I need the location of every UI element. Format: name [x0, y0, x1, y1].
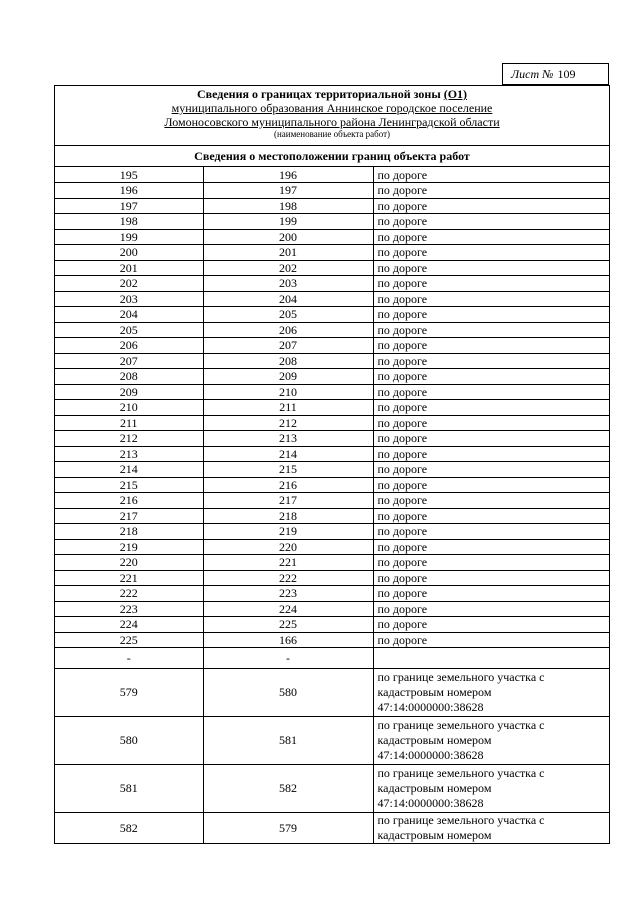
boundary-description: по дороге	[373, 477, 609, 493]
table-row	[55, 765, 609, 813]
table-row	[55, 322, 609, 338]
boundary-description: по дороге	[373, 369, 609, 385]
table-row	[55, 384, 609, 400]
boundary-description: по дороге	[373, 570, 609, 586]
point-to: 215	[203, 462, 373, 478]
point-from: 582	[55, 813, 203, 844]
table-row	[55, 555, 609, 571]
point-to: 222	[203, 570, 373, 586]
point-from: 214	[55, 462, 203, 478]
point-from: 211	[55, 415, 203, 431]
point-to: 198	[203, 198, 373, 214]
boundary-description: по дороге	[373, 524, 609, 540]
boundary-description: по дороге	[373, 276, 609, 292]
point-to: 224	[203, 601, 373, 617]
point-to: 205	[203, 307, 373, 323]
point-to: 208	[203, 353, 373, 369]
point-to: 212	[203, 415, 373, 431]
boundary-description: по дороге	[373, 446, 609, 462]
point-from: 198	[55, 214, 203, 230]
table-row	[55, 669, 609, 717]
point-from: 225	[55, 632, 203, 648]
boundary-description: по дороге	[373, 617, 609, 633]
description-line: по границе земельного участка с	[377, 718, 545, 732]
table-row	[55, 813, 609, 844]
description-line: по границе земельного участка с	[377, 813, 545, 827]
description-line: кадастровым номером	[377, 781, 492, 795]
boundary-description: по дороге	[373, 462, 609, 478]
point-from: 204	[55, 307, 203, 323]
document-header	[55, 86, 609, 146]
point-from: 218	[55, 524, 203, 540]
point-to: 209	[203, 369, 373, 385]
description-line: кадастровым номером	[377, 733, 492, 747]
point-from: 199	[55, 229, 203, 245]
point-from: 196	[55, 183, 203, 199]
object-caption: (наименование объекта работ)	[273, 129, 391, 139]
document-frame	[54, 85, 610, 844]
point-to: 223	[203, 586, 373, 602]
point-to: 581	[203, 717, 373, 765]
point-from: 581	[55, 765, 203, 813]
boundary-description: по дороге	[373, 493, 609, 509]
table-row	[55, 198, 609, 214]
boundary-description: по дороге	[373, 291, 609, 307]
table-row	[55, 353, 609, 369]
point-to: 219	[203, 524, 373, 540]
table-row	[55, 167, 609, 183]
point-from: 207	[55, 353, 203, 369]
table-row-gap	[55, 648, 609, 669]
boundary-description: по дороге	[373, 260, 609, 276]
point-to: 221	[203, 555, 373, 571]
table-row	[55, 276, 609, 292]
description-line: 47:14:0000000:38628	[377, 748, 484, 762]
document-title	[55, 87, 609, 101]
title-zone: (О1)	[443, 87, 468, 101]
district-line: Ломоносовского муниципального района Ленинградской области	[164, 115, 500, 129]
point-from: -	[55, 648, 203, 669]
boundary-description: по дороге	[373, 601, 609, 617]
point-to: 579	[203, 813, 373, 844]
point-to: 210	[203, 384, 373, 400]
table-row	[55, 400, 609, 416]
boundary-description: по дороге	[373, 322, 609, 338]
description-line: кадастровым номером	[377, 828, 492, 842]
boundary-description: по дороге	[373, 353, 609, 369]
boundary-description: по дороге	[373, 586, 609, 602]
point-from: 579	[55, 669, 203, 717]
table-row	[55, 601, 609, 617]
point-from: 203	[55, 291, 203, 307]
boundary-description: по дороге	[373, 307, 609, 323]
point-to: 213	[203, 431, 373, 447]
table-row	[55, 508, 609, 524]
boundary-description: по дороге	[373, 555, 609, 571]
boundary-description: по дороге	[373, 539, 609, 555]
point-from: 200	[55, 245, 203, 261]
point-to: 166	[203, 632, 373, 648]
table-row	[55, 369, 609, 385]
table-row	[55, 446, 609, 462]
sheet-number: 109	[557, 67, 576, 81]
point-from: 222	[55, 586, 203, 602]
point-to: 201	[203, 245, 373, 261]
point-to: 582	[203, 765, 373, 813]
table-row	[55, 717, 609, 765]
point-from: 219	[55, 539, 203, 555]
description-line: по границе земельного участка с	[377, 766, 545, 780]
point-from: 208	[55, 369, 203, 385]
boundary-table-body	[55, 167, 609, 843]
point-from: 224	[55, 617, 203, 633]
point-from: 210	[55, 400, 203, 416]
boundary-description	[373, 669, 609, 717]
table-row	[55, 338, 609, 354]
point-to: 217	[203, 493, 373, 509]
table-row	[55, 477, 609, 493]
point-from: 209	[55, 384, 203, 400]
point-to: 225	[203, 617, 373, 633]
boundary-description	[373, 765, 609, 813]
point-from: 215	[55, 477, 203, 493]
point-to: 211	[203, 400, 373, 416]
boundary-description: по дороге	[373, 167, 609, 183]
table-row	[55, 260, 609, 276]
description-line: по границе земельного участка с	[377, 670, 545, 684]
point-from: 195	[55, 167, 203, 183]
point-from: 201	[55, 260, 203, 276]
point-to: 196	[203, 167, 373, 183]
boundary-description: по дороге	[373, 431, 609, 447]
description-line: кадастровым номером	[377, 685, 492, 699]
table-row	[55, 183, 609, 199]
table-row	[55, 493, 609, 509]
point-to: 580	[203, 669, 373, 717]
point-from: 205	[55, 322, 203, 338]
table-row	[55, 462, 609, 478]
point-from: 197	[55, 198, 203, 214]
table-row	[55, 632, 609, 648]
boundary-description	[373, 717, 609, 765]
table-row	[55, 617, 609, 633]
boundary-description: по дороге	[373, 245, 609, 261]
point-from: 202	[55, 276, 203, 292]
table-row	[55, 524, 609, 540]
point-to: 206	[203, 322, 373, 338]
table-row	[55, 431, 609, 447]
section-subtitle: Сведения о местоположении границ объекта работ	[55, 146, 609, 167]
point-from: 216	[55, 493, 203, 509]
table-row	[55, 291, 609, 307]
table-row	[55, 415, 609, 431]
point-from: 223	[55, 601, 203, 617]
table-row	[55, 307, 609, 323]
boundary-description: по дороге	[373, 400, 609, 416]
boundary-table	[55, 167, 609, 843]
boundary-description: по дороге	[373, 508, 609, 524]
point-from: 580	[55, 717, 203, 765]
table-row	[55, 214, 609, 230]
boundary-description: по дороге	[373, 214, 609, 230]
boundary-description: по дороге	[373, 415, 609, 431]
point-from: 217	[55, 508, 203, 524]
point-from: 213	[55, 446, 203, 462]
point-to: 220	[203, 539, 373, 555]
title-prefix: Сведения о границах территориальной зоны	[196, 87, 444, 101]
boundary-description: по дороге	[373, 632, 609, 648]
boundary-description	[373, 813, 609, 844]
boundary-description: по дороге	[373, 229, 609, 245]
point-to: 203	[203, 276, 373, 292]
point-to: 218	[203, 508, 373, 524]
point-to: 207	[203, 338, 373, 354]
point-from: 206	[55, 338, 203, 354]
point-to: 202	[203, 260, 373, 276]
point-to: 199	[203, 214, 373, 230]
boundary-description: по дороге	[373, 183, 609, 199]
boundary-description: по дороге	[373, 198, 609, 214]
point-to: 204	[203, 291, 373, 307]
boundary-description: по дороге	[373, 384, 609, 400]
point-from: 220	[55, 555, 203, 571]
municipality-line: муниципального образования Аннинское городское поселение	[171, 101, 493, 115]
table-row	[55, 245, 609, 261]
table-row	[55, 539, 609, 555]
sheet-label: Лист №	[511, 67, 554, 81]
table-row	[55, 229, 609, 245]
point-to: 197	[203, 183, 373, 199]
point-to: 200	[203, 229, 373, 245]
boundary-description: по дороге	[373, 338, 609, 354]
point-to: 214	[203, 446, 373, 462]
point-from: 212	[55, 431, 203, 447]
point-from: 221	[55, 570, 203, 586]
table-row	[55, 586, 609, 602]
sheet-number-box	[502, 63, 609, 85]
point-to: 216	[203, 477, 373, 493]
table-row	[55, 570, 609, 586]
description-line: 47:14:0000000:38628	[377, 700, 484, 714]
description-line: 47:14:0000000:38628	[377, 796, 484, 810]
point-to: -	[203, 648, 373, 669]
boundary-description	[373, 648, 609, 669]
